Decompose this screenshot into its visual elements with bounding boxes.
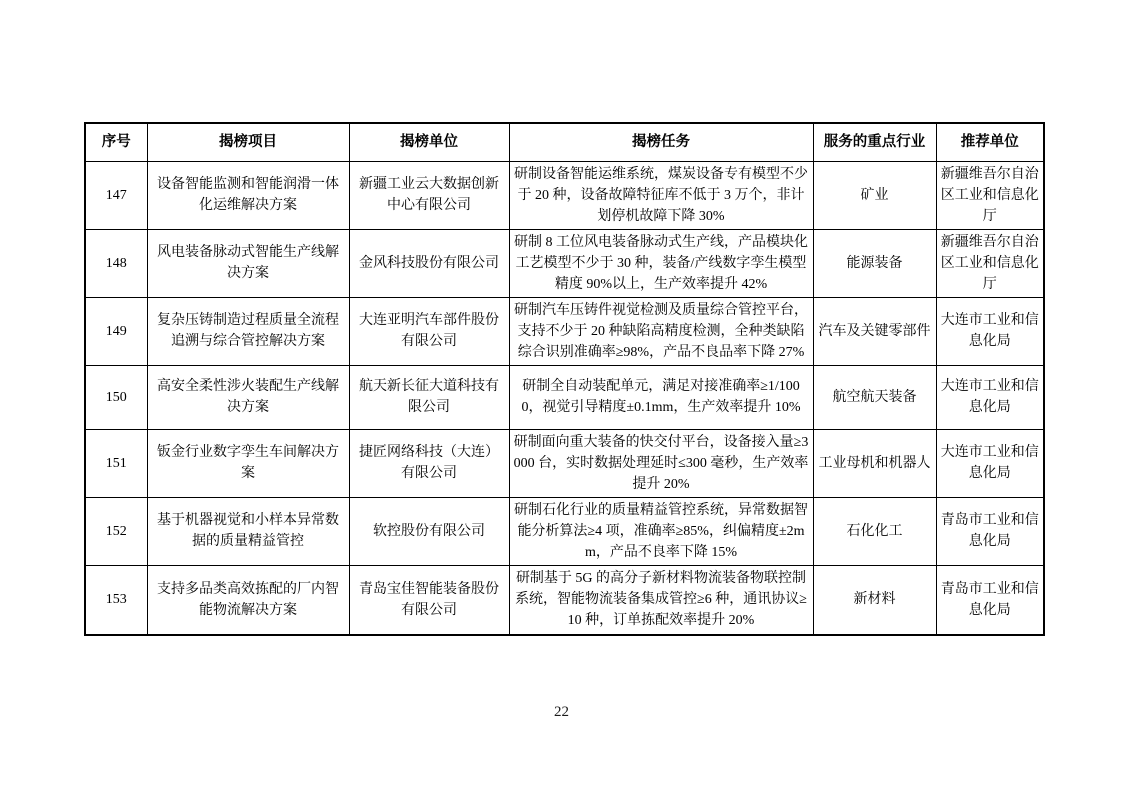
cell-industry: 能源装备 bbox=[813, 229, 936, 297]
cell-industry: 汽车及关键零部件 bbox=[813, 297, 936, 365]
cell-recommender: 新疆维吾尔自治区工业和信息化厅 bbox=[936, 161, 1044, 229]
cell-industry: 石化化工 bbox=[813, 497, 936, 565]
table-row bbox=[85, 565, 1044, 635]
header-recommender: 推荐单位 bbox=[936, 123, 1044, 161]
cell-unit: 金风科技股份有限公司 bbox=[349, 229, 509, 297]
cell-industry: 工业母机和机器人 bbox=[813, 429, 936, 497]
cell-no: 151 bbox=[85, 429, 147, 497]
cell-industry: 矿业 bbox=[813, 161, 936, 229]
cell-task: 研制 8 工位风电装备脉动式生产线，产品模块化工艺模型不少于 30 种，装备/产线数字孪生模型精度 90%以上，生产效率提升 42% bbox=[509, 229, 813, 297]
cell-task: 研制石化行业的质量精益管控系统，异常数据智能分析算法≥4 项，准确率≥85%，纠偏精度±2mm，产品不良率下降 15% bbox=[509, 497, 813, 565]
cell-unit: 捷匠网络科技（大连）有限公司 bbox=[349, 429, 509, 497]
cell-no: 148 bbox=[85, 229, 147, 297]
header-task: 揭榜任务 bbox=[509, 123, 813, 161]
cell-unit: 新疆工业云大数据创新中心有限公司 bbox=[349, 161, 509, 229]
cell-unit: 大连亚明汽车部件股份有限公司 bbox=[349, 297, 509, 365]
cell-task: 研制面向重大装备的快交付平台，设备接入量≥3000 台，实时数据处理延时≤300 毫秒，生产效率提升 20% bbox=[509, 429, 813, 497]
cell-no: 152 bbox=[85, 497, 147, 565]
project-listing-table bbox=[84, 122, 1045, 636]
cell-industry: 航空航天装备 bbox=[813, 365, 936, 429]
cell-project: 风电装备脉动式智能生产线解决方案 bbox=[147, 229, 349, 297]
table-row bbox=[85, 229, 1044, 297]
table-row bbox=[85, 497, 1044, 565]
table-row bbox=[85, 297, 1044, 365]
cell-project: 高安全柔性涉火装配生产线解决方案 bbox=[147, 365, 349, 429]
cell-unit: 青岛宝佳智能装备股份有限公司 bbox=[349, 565, 509, 635]
cell-task: 研制基于 5G 的高分子新材料物流装备物联控制系统，智能物流装备集成管控≥6 种，通讯协议≥10 种，订单拣配效率提升 20% bbox=[509, 565, 813, 635]
cell-task: 研制设备智能运维系统，煤炭设备专有模型不少于 20 种，设备故障特征库不低于 3 万个，非计划停机故障下降 30% bbox=[509, 161, 813, 229]
cell-recommender: 大连市工业和信息化局 bbox=[936, 365, 1044, 429]
table-row bbox=[85, 429, 1044, 497]
cell-unit: 航天新长征大道科技有限公司 bbox=[349, 365, 509, 429]
cell-project: 钣金行业数字孪生车间解决方案 bbox=[147, 429, 349, 497]
header-industry: 服务的重点行业 bbox=[813, 123, 936, 161]
cell-project: 支持多品类高效拣配的厂内智能物流解决方案 bbox=[147, 565, 349, 635]
header-no: 序号 bbox=[85, 123, 147, 161]
cell-project: 基于机器视觉和小样本异常数据的质量精益管控 bbox=[147, 497, 349, 565]
cell-no: 149 bbox=[85, 297, 147, 365]
cell-recommender: 大连市工业和信息化局 bbox=[936, 429, 1044, 497]
table-row bbox=[85, 365, 1044, 429]
table-header-row bbox=[85, 123, 1044, 161]
cell-unit: 软控股份有限公司 bbox=[349, 497, 509, 565]
header-unit: 揭榜单位 bbox=[349, 123, 509, 161]
cell-task: 研制全自动装配单元，满足对接准确率≥1/1000，视觉引导精度±0.1mm，生产效率提升 10% bbox=[509, 365, 813, 429]
cell-industry: 新材料 bbox=[813, 565, 936, 635]
cell-recommender: 新疆维吾尔自治区工业和信息化厅 bbox=[936, 229, 1044, 297]
cell-no: 150 bbox=[85, 365, 147, 429]
cell-no: 147 bbox=[85, 161, 147, 229]
cell-project: 复杂压铸制造过程质量全流程追溯与综合管控解决方案 bbox=[147, 297, 349, 365]
cell-project: 设备智能监测和智能润滑一体化运维解决方案 bbox=[147, 161, 349, 229]
page-number: 22 bbox=[554, 704, 569, 720]
cell-recommender: 青岛市工业和信息化局 bbox=[936, 497, 1044, 565]
cell-recommender: 青岛市工业和信息化局 bbox=[936, 565, 1044, 635]
cell-no: 153 bbox=[85, 565, 147, 635]
cell-recommender: 大连市工业和信息化局 bbox=[936, 297, 1044, 365]
table-row bbox=[85, 161, 1044, 229]
cell-task: 研制汽车压铸件视觉检测及质量综合管控平台，支持不少于 20 种缺陷高精度检测，全种类缺陷综合识别准确率≥98%，产品不良品率下降 27% bbox=[509, 297, 813, 365]
header-project: 揭榜项目 bbox=[147, 123, 349, 161]
